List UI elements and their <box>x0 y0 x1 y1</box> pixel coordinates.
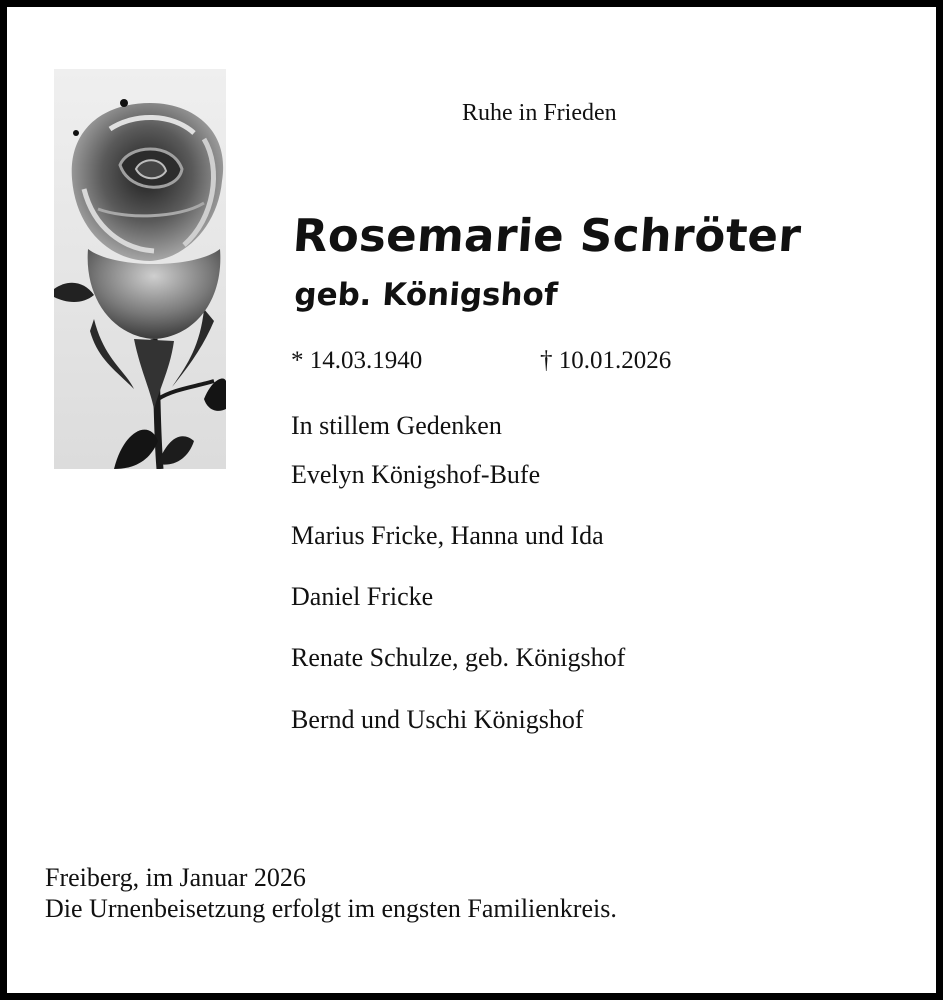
birth-date: * 14.03.1940 <box>291 347 423 374</box>
mourners-intro: In stillem Gedenken <box>291 411 502 440</box>
rose-icon <box>54 69 226 469</box>
deceased-name: Rosemarie Schröter <box>291 209 803 262</box>
motto: Ruhe in Frieden <box>462 100 617 126</box>
mourner-line: Renate Schulze, geb. Königshof <box>291 643 626 672</box>
maiden-name: geb. Königshof <box>293 277 559 313</box>
footer-place-date: Freiberg, im Januar 2026 <box>45 863 306 892</box>
mourner-line: Bernd und Uschi Königshof <box>291 705 584 734</box>
mourner-line: Evelyn Königshof-Bufe <box>291 460 541 489</box>
mourner-line: Daniel Fricke <box>291 582 434 611</box>
rose-image <box>54 69 226 469</box>
mourner-line: Marius Fricke, Hanna und Ida <box>291 521 604 550</box>
death-date: † 10.01.2026 <box>540 347 672 374</box>
footer-note: Die Urnenbeisetzung erfolgt im engsten Familienkreis. <box>45 894 617 923</box>
